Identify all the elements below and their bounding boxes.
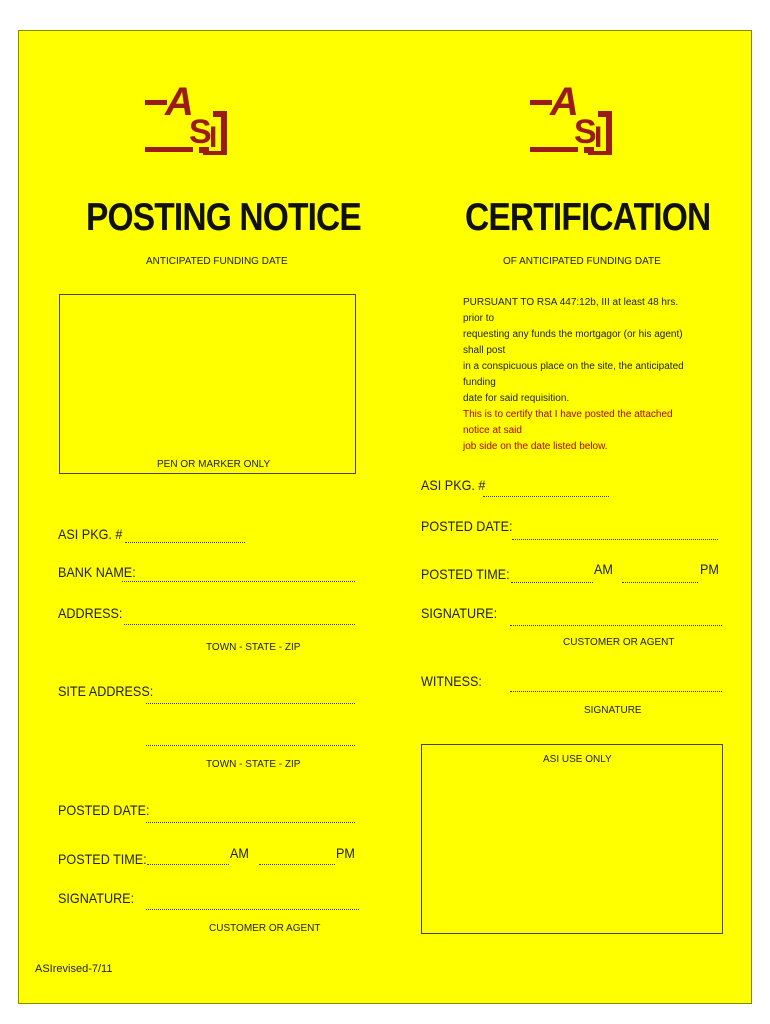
left-posted-date-field[interactable] <box>146 822 355 823</box>
site-town-state-zip: TOWN - STATE - ZIP <box>206 759 301 770</box>
certification-title: CERTIFICATION <box>465 196 711 239</box>
para-line-6: job side on the date listed below. <box>463 441 608 452</box>
right-am-label: AM <box>594 561 613 577</box>
bank-name-label: BANK NAME: <box>58 564 136 580</box>
right-customer-or-agent: CUSTOMER OR AGENT <box>563 637 675 648</box>
left-posted-time-label: POSTED TIME: <box>58 851 147 867</box>
left-am-label: AM <box>230 845 249 861</box>
right-posted-time-label: POSTED TIME: <box>421 566 510 582</box>
funding-date-box[interactable] <box>59 294 356 474</box>
svg-text:A: A <box>550 80 579 124</box>
right-posted-date-label: POSTED DATE: <box>421 518 513 534</box>
svg-text:A: A <box>165 80 194 124</box>
left-posted-date-label: POSTED DATE: <box>58 802 150 818</box>
pen-marker-caption: PEN OR MARKER ONLY <box>157 459 271 470</box>
right-subtitle: OF ANTICIPATED FUNDING DATE <box>503 256 661 267</box>
left-customer-or-agent: CUSTOMER OR AGENT <box>209 923 321 934</box>
left-posted-time-am-field[interactable] <box>147 864 229 865</box>
witness-field[interactable] <box>510 691 722 692</box>
svg-text:S: S <box>574 113 597 151</box>
left-signature-field[interactable] <box>146 909 359 910</box>
para-line-4: date for said requisition. <box>463 393 570 404</box>
svg-text:S: S <box>189 113 212 151</box>
asi-logo-left <box>143 75 233 157</box>
posting-notice-title: POSTING NOTICE <box>86 196 361 239</box>
right-posted-time-am-field[interactable] <box>511 582 593 583</box>
para-line-1: PURSUANT TO RSA 447:12b, III at least 48 hrs. prior to <box>463 297 679 324</box>
revision-note: ASIrevised-7/11 <box>35 963 113 975</box>
asi-logo-right <box>528 75 618 157</box>
right-posted-time-pm-field[interactable] <box>622 582 698 583</box>
left-subtitle: ANTICIPATED FUNDING DATE <box>146 256 288 267</box>
site-address-field[interactable] <box>146 703 355 704</box>
para-line-3: in a conspicuous place on the site, the anticipated funding <box>463 361 684 388</box>
left-pkg-label: ASI PKG. # <box>58 526 123 542</box>
address-label: ADDRESS: <box>58 605 123 621</box>
right-pm-label: PM <box>700 561 719 577</box>
site-address-field-2[interactable] <box>146 745 355 746</box>
bank-name-field[interactable] <box>122 581 355 582</box>
asi-use-only-caption: ASI USE ONLY <box>543 754 612 765</box>
right-signature-label: SIGNATURE: <box>421 605 498 621</box>
right-pkg-field[interactable] <box>483 496 609 497</box>
left-signature-label: SIGNATURE: <box>58 890 135 906</box>
site-address-label: SITE ADDRESS: <box>58 683 154 699</box>
certification-paragraph <box>463 295 693 455</box>
svg-text:I: I <box>209 121 218 154</box>
left-pm-label: PM <box>336 845 355 861</box>
address-town-state-zip: TOWN - STATE - ZIP <box>206 642 301 653</box>
right-pkg-label: ASI PKG. # <box>421 477 486 493</box>
svg-text:I: I <box>594 121 603 154</box>
address-field[interactable] <box>124 624 355 625</box>
right-signature-field[interactable] <box>510 625 722 626</box>
witness-label: WITNESS: <box>421 673 482 689</box>
left-posted-time-pm-field[interactable] <box>259 864 335 865</box>
left-pkg-field[interactable] <box>125 542 245 543</box>
right-posted-date-field[interactable] <box>512 539 718 540</box>
para-line-5: This is to certify that I have posted the attached notice at said <box>463 409 673 436</box>
witness-signature-caption: SIGNATURE <box>584 705 642 716</box>
para-line-2: requesting any funds the mortgagor (or his agent) shall post <box>463 329 683 356</box>
asi-use-only-box[interactable] <box>421 744 723 934</box>
